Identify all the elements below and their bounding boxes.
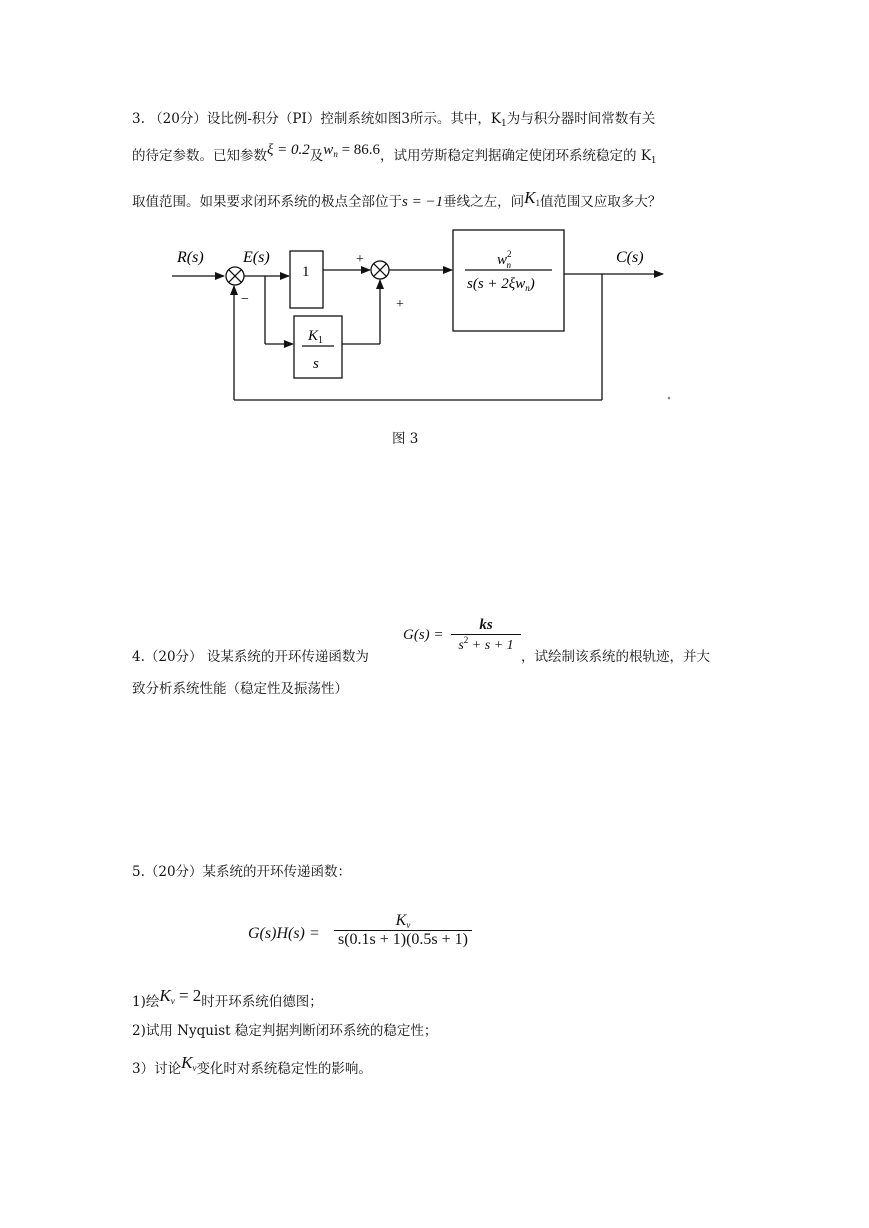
block-diagram xyxy=(0,0,869,420)
q5-fraction: $K_v$ s(0.1s + 1)(0.5s + 1) xyxy=(334,912,472,949)
k1-expression: $K_1$ xyxy=(524,188,540,208)
k1-numerator: $K_1$ xyxy=(308,328,324,346)
minus-sign: − xyxy=(241,292,249,307)
plus-top: + xyxy=(356,252,364,267)
xi-expression: ξ = 0.2 xyxy=(267,142,310,158)
q5-item1: 1)绘$K_v = 2$时开环系统伯德图； xyxy=(132,986,323,1010)
label-E: E(s) xyxy=(243,249,270,266)
q5-item3: 3）讨论$K_v$变化时对系统稳定性的影响。 xyxy=(132,1053,372,1077)
q5-item2: 2)试用 Nyquist 稳定判据判断闭环系统的稳定性； xyxy=(132,1023,438,1039)
q3-line1: 3. （20分）设比例-积分（PI）控制系统如图3所示。其中，$K_1$为与积分器时间常数有关 xyxy=(132,111,656,129)
q4-formula-lhs: G(s) = xyxy=(403,627,444,643)
q4-fraction: ks $s^2 + s + 1$ xyxy=(451,617,521,654)
label-C: C(s) xyxy=(616,249,644,266)
plant-denominator: $s(s + 2\xi w_n)$ xyxy=(467,276,535,293)
gain-value: 1 xyxy=(302,264,310,280)
plant-numerator: $w^2$ n xyxy=(497,249,512,270)
k1-denominator: s xyxy=(313,356,319,372)
figure-caption: 图 3 xyxy=(392,431,419,447)
wn-expression: $w_n = 86.6$ xyxy=(323,142,381,159)
plus-bottom: + xyxy=(396,297,404,312)
q4-line2: 致分析系统性能（稳定性及振荡性） xyxy=(132,681,348,697)
q5-title: 5.（20分）某系统的开环传递函数： xyxy=(132,864,352,880)
q3-line3: 取值范围。如果要求闭环系统的极点全部位于s = −1垂线之左，问$K_1$值范围又应取多大？ xyxy=(132,188,662,210)
stray-dot xyxy=(668,397,671,400)
q5-formula-lhs: G(s)H(s) = xyxy=(248,925,320,942)
label-R: R(s) xyxy=(177,249,204,266)
q4-line1-prefix: 4.（20分） 设某系统的开环传递函数为 xyxy=(132,649,369,665)
s-expression: s = −1 xyxy=(402,194,444,210)
q3-line2: 的待定参数。已知参数ξ = 0.2及$w_n = 86.6$，试用劳斯稳定判据确定使闭环系统稳定的 $K_1$ xyxy=(132,142,657,166)
q4-line1-suffix: ，试绘制该系统的根轨迹，并大 xyxy=(521,649,710,665)
